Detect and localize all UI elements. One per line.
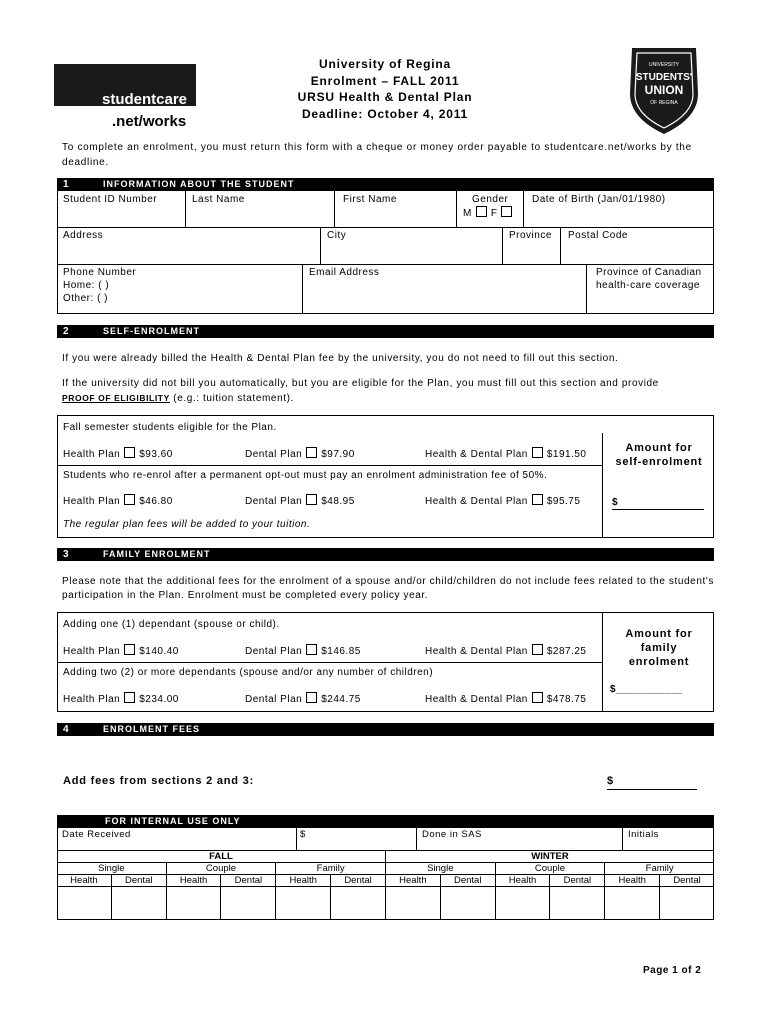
checkbox-icon: [532, 644, 543, 655]
section-3-header: 3 FAMILY ENROLMENT: [57, 548, 714, 561]
home-phone-field[interactable]: Home: ( ): [63, 280, 110, 291]
self-health-dental-option[interactable]: Health & Dental Plan $191.50: [425, 449, 587, 460]
province-coverage-label2: health-care coverage: [596, 280, 700, 291]
checkbox-icon: [124, 494, 135, 505]
internal-amount-field[interactable]: $: [300, 829, 306, 840]
regular-fees-note: The regular plan fees will be added to your tuition.: [63, 519, 311, 530]
section-4-header: 4 ENROLMENT FEES: [57, 723, 714, 736]
other-phone-field[interactable]: Other: ( ): [63, 293, 109, 304]
internal-header: FOR INTERNAL USE ONLY: [57, 815, 714, 827]
self-dental-plan-option[interactable]: Dental Plan $97.90: [245, 449, 355, 460]
last-name-field[interactable]: Last Name: [192, 194, 245, 205]
checkbox-icon: [532, 447, 543, 458]
dob-field[interactable]: Date of Birth (Jan/01/1980): [532, 194, 666, 205]
province-field[interactable]: Province: [509, 230, 552, 241]
self-health-plan-option[interactable]: Health Plan $93.60: [63, 449, 173, 460]
one-dependant-line: Adding one (1) dependant (spouse or child).: [63, 619, 280, 630]
reenrol-dental-option[interactable]: Dental Plan $48.95: [245, 496, 355, 507]
checkbox-icon: [306, 692, 317, 703]
fam2-health-option[interactable]: Health Plan $234.00: [63, 694, 179, 705]
checkbox-icon: [532, 692, 543, 703]
address-field[interactable]: Address: [63, 230, 104, 241]
logo-line2: .net/works: [112, 113, 187, 130]
checkbox-icon: [306, 644, 317, 655]
city-field[interactable]: City: [327, 230, 347, 241]
checkbox-icon: [124, 692, 135, 703]
family-para: Please note that the additional fees for the enrolment of a spouse and/or child/children do not include fees related to the student's participation in the Plan. Enrolment must be completed every policy year.: [62, 576, 714, 601]
self-enrol-para1: If you were already billed the Health & Dental Plan fee by the university, you do not need to fill out this section.: [62, 353, 619, 364]
fam2-dental-option[interactable]: Dental Plan $244.75: [245, 694, 361, 705]
gender-label: Gender: [472, 194, 509, 205]
internal-table: FALL WINTER Single Couple Family Single Couple Family Health Dental Health Dental Health Dental Health Dental Health Dental Health Dental: [57, 851, 714, 919]
two-dependants-line: Adding two (2) or more dependants (spouse and/or any number of children): [63, 667, 434, 678]
svg-text:UNION: UNION: [644, 83, 684, 97]
fall-eligible-line: Fall semester students eligible for the Plan.: [63, 422, 277, 433]
students-union-logo: [626, 44, 702, 136]
reenrol-health-dental-option[interactable]: Health & Dental Plan $95.75: [425, 496, 581, 507]
reenrol-line: Students who re-enrol after a permanent opt-out must pay an enrolment administration fee of 50%.: [63, 470, 548, 481]
first-name-field[interactable]: First Name: [343, 194, 397, 205]
svg-text:OF REGINA: OF REGINA: [650, 100, 678, 106]
family-amount-label: Amount for family enrolment: [625, 628, 693, 668]
postal-code-field[interactable]: Postal Code: [568, 230, 628, 241]
gender-m-checkbox[interactable]: [476, 206, 487, 217]
gender-f-checkbox[interactable]: [501, 206, 512, 217]
date-received-field[interactable]: Date Received: [62, 829, 131, 840]
checkbox-icon: [306, 447, 317, 458]
phone-label: Phone Number: [63, 267, 137, 278]
fam2-health-dental-option[interactable]: Health & Dental Plan $478.75: [425, 694, 587, 705]
fam1-health-option[interactable]: Health Plan $140.40: [63, 646, 179, 657]
section-1-header: 1 INFORMATION ABOUT THE STUDENT: [57, 178, 714, 191]
section-2-header: 2 SELF-ENROLMENT: [57, 325, 714, 338]
intro-text: To complete an enrolment, you must return this form with a cheque or money order payable to studentcare.net/works by the deadline.: [62, 142, 692, 168]
form-title: University of Regina Enrolment – FALL 2011 URSU Health & Dental Plan Deadline: October 4, 2011: [297, 57, 473, 121]
email-field[interactable]: Email Address: [309, 267, 380, 278]
svg-text:STUDENTS': STUDENTS': [635, 72, 693, 83]
checkbox-icon: [532, 494, 543, 505]
family-amount-field[interactable]: $___________: [610, 684, 683, 695]
self-enrol-para2: If the university did not bill you automatically, but you are eligible for the Plan, you must fill out this section and provide PROOF OF ELIGIBILITY (e.g.: tuition statement).: [62, 378, 659, 404]
checkbox-icon: [124, 447, 135, 458]
section-1-box: [57, 190, 714, 314]
student-id-field[interactable]: Student ID Number: [63, 194, 158, 205]
page-number: Page 1 of 2: [643, 965, 702, 976]
done-in-sas-field[interactable]: Done in SAS: [422, 829, 482, 840]
logo-line1: studentcare: [102, 91, 188, 108]
province-coverage-label1: Province of Canadian: [596, 267, 702, 278]
studentcare-logo: [54, 64, 196, 130]
self-amount-field[interactable]: $: [612, 497, 619, 508]
initials-field[interactable]: Initials: [628, 829, 659, 840]
add-fees-label: Add fees from sections 2 and 3:: [63, 775, 255, 787]
svg-text:UNIVERSITY: UNIVERSITY: [648, 62, 680, 68]
gender-options[interactable]: M F: [463, 206, 516, 219]
reenrol-health-option[interactable]: Health Plan $46.80: [63, 496, 173, 507]
fam1-dental-option[interactable]: Dental Plan $146.85: [245, 646, 361, 657]
fam1-health-dental-option[interactable]: Health & Dental Plan $287.25: [425, 646, 587, 657]
checkbox-icon: [124, 644, 135, 655]
self-amount-label: Amount for self-enrolment: [615, 442, 703, 468]
checkbox-icon: [306, 494, 317, 505]
total-fees-field[interactable]: $: [607, 775, 614, 787]
